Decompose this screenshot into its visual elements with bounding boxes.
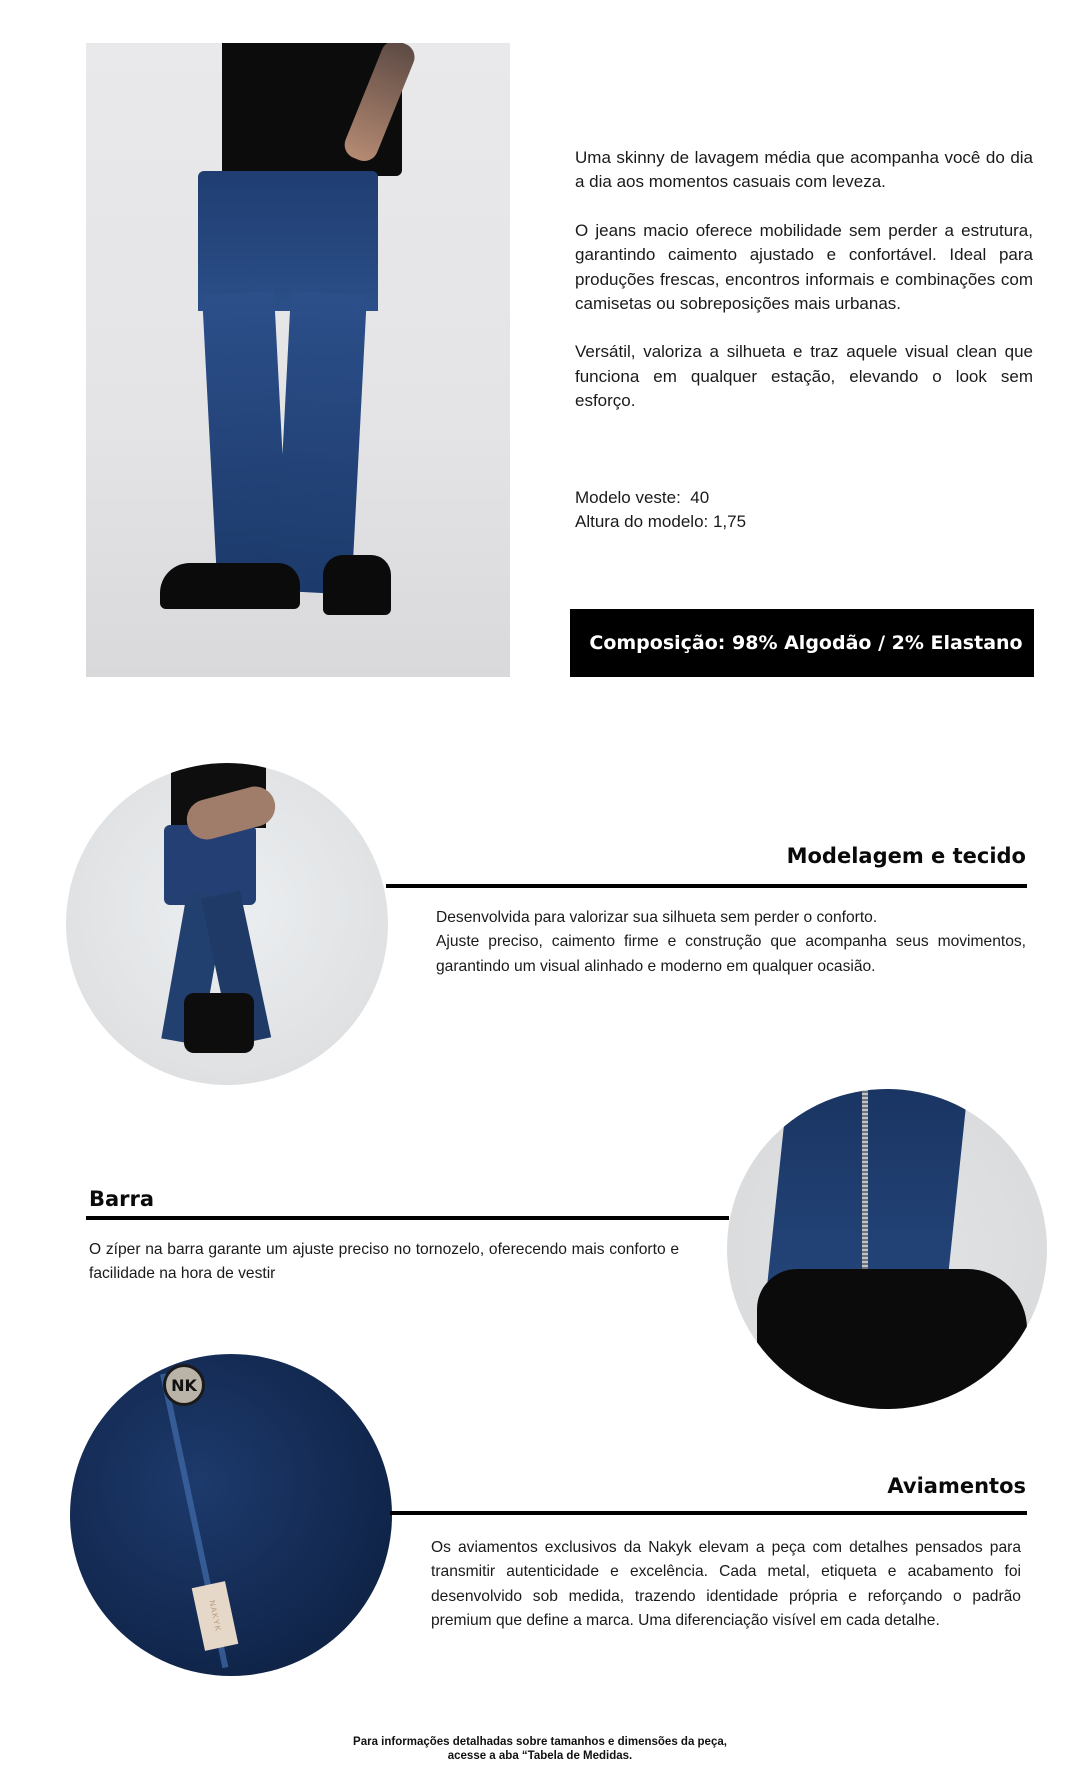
- product-description: [575, 146, 1033, 438]
- photo-leg-left-shape: [202, 291, 289, 584]
- photo-shoe-left-shape: [160, 563, 300, 609]
- section-divider: [390, 1511, 1027, 1515]
- section-title-modelagem: Modelagem e tecido: [786, 844, 1026, 868]
- modelagem-photo: [66, 763, 388, 1085]
- footer-line: acesse a aba “Tabela de Medidas.: [447, 1750, 633, 1762]
- photo-shoes-shape: [184, 993, 254, 1053]
- section-body-barra: O zíper na barra garante um ajuste preciso no tornozelo, oferecendo mais conforto e facilidade na hora de vestir: [89, 1241, 679, 1283]
- barra-zipper-photo: [727, 1089, 1047, 1409]
- photo-shoe-shape: [757, 1269, 1027, 1409]
- hero-product-photo: [86, 43, 510, 677]
- section-divider: [86, 1216, 729, 1220]
- size-table-note: [0, 1735, 1080, 1763]
- brand-tag: [192, 1581, 239, 1651]
- aviamentos-detail-photo: [70, 1354, 392, 1676]
- section-body-modelagem: [436, 906, 1026, 979]
- photo-shoe-right-shape: [323, 555, 391, 615]
- body-line: Desenvolvida para valorizar sua silhueta sem perder o conforto.: [436, 909, 878, 926]
- description-paragraph: Versátil, valoriza a silhueta e traz aquele visual clean que funciona em qualquer estação, elevando o look sem esforço.: [575, 342, 1033, 411]
- composition-text: Composição: 98% Algodão / 2% Elastano: [589, 632, 1023, 654]
- section-divider: [386, 884, 1027, 888]
- photo-leg-right-shape: [275, 291, 367, 595]
- composition-banner: [570, 609, 1034, 677]
- section-title-aviamentos: Aviamentos: [887, 1474, 1026, 1498]
- tag-text: NAKYK: [207, 1599, 223, 1633]
- body-line: Ajuste preciso, caimento firme e construção que acompanha seus movimentos, garantindo um visual alinhado e moderno em qualquer ocasião.: [436, 933, 1026, 975]
- description-paragraph: Uma skinny de lavagem média que acompanha você do dia a dia aos momentos casuais com leveza.: [575, 148, 1033, 192]
- photo-jeans-shape: [198, 171, 378, 311]
- description-paragraph: O jeans macio oferece mobilidade sem perder a estrutura, garantindo caimento ajustado e confortável. Ideal para produções frescas, encontros informais e combinações com camisetas ou sobreposições mais urbanas.: [575, 220, 1033, 314]
- footer-line: Para informações detalhadas sobre tamanhos e dimensões da peça,: [353, 1736, 727, 1748]
- rivet-text: NK: [171, 1375, 197, 1395]
- model-height-line: Altura do modelo: 1,75: [575, 512, 747, 532]
- model-info: [575, 486, 746, 535]
- zipper-icon: [862, 1089, 868, 1284]
- model-size-line: Modelo veste: 40: [575, 488, 710, 507]
- brand-rivet-icon: [163, 1364, 205, 1406]
- section-body-aviamentos: Os aviamentos exclusivos da Nakyk elevam a peça com detalhes pensados para transmitir autenticidade e excelência. Cada metal, etiqueta e acabamento foi desenvolvido sob medida, trazendo identidade própria e reforçando o padrão premium que define a marca. Uma diferenciação visível em cada detalhe.: [431, 1539, 1021, 1630]
- section-title-barra: Barra: [89, 1187, 155, 1211]
